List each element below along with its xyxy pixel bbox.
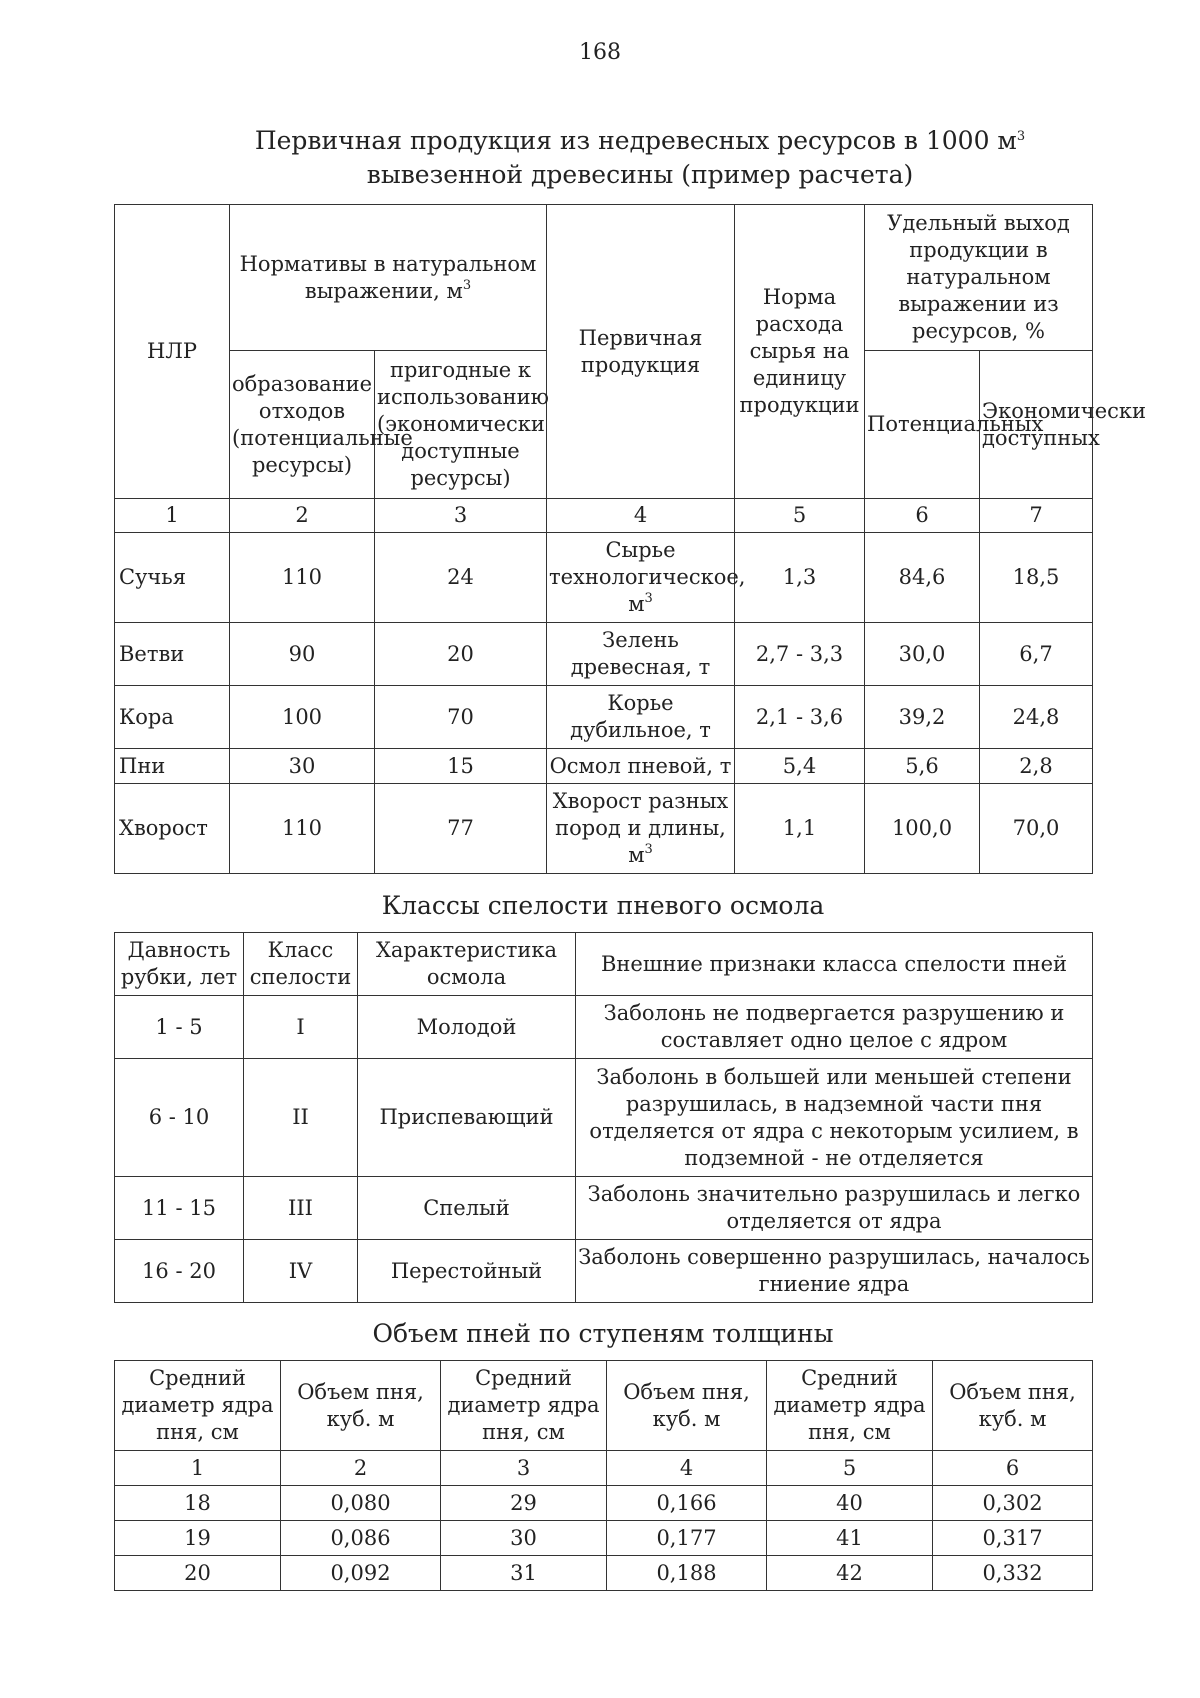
- table-row: [115, 1240, 1093, 1303]
- cell-product-text: Хворост разных пород и длины, м: [552, 789, 729, 867]
- cell-class: IV: [244, 1240, 358, 1303]
- cell-nlr: Пни: [115, 749, 230, 784]
- column-numbers-row: [115, 1451, 1093, 1486]
- column-number: 2: [281, 1451, 441, 1486]
- cell-waste: 110: [230, 533, 375, 623]
- cell-volume: 0,188: [607, 1556, 767, 1591]
- cell-economic: 6,7: [980, 623, 1093, 686]
- header-nlr: НЛР: [115, 205, 230, 499]
- table-row: [115, 1521, 1093, 1556]
- cell-potential: 5,6: [865, 749, 980, 784]
- cell-usable: 15: [375, 749, 547, 784]
- cell-diameter: 40: [767, 1486, 933, 1521]
- cell-usable: 24: [375, 533, 547, 623]
- cell-economic: 18,5: [980, 533, 1093, 623]
- column-number: 5: [767, 1451, 933, 1486]
- cell-class: II: [244, 1059, 358, 1177]
- cell-waste: 110: [230, 784, 375, 874]
- header-primary-product: Первичная продукция: [547, 205, 735, 499]
- cell-product: Зелень древесная, т: [547, 623, 735, 686]
- table1-title: [200, 124, 1080, 192]
- table-row: [115, 1556, 1093, 1591]
- cell-waste: 30: [230, 749, 375, 784]
- header-volume: Объем пня, куб. м: [933, 1361, 1093, 1451]
- header-age: Давность рубки, лет: [115, 933, 244, 996]
- cell-potential: 100,0: [865, 784, 980, 874]
- cell-age: 1 - 5: [115, 996, 244, 1059]
- cell-characteristic: Спелый: [358, 1177, 576, 1240]
- table-row: [115, 1059, 1093, 1177]
- cell-economic: 24,8: [980, 686, 1093, 749]
- column-number: 4: [607, 1451, 767, 1486]
- table1-title-text: Первичная продукция из недревесных ресурсов в 1000 м: [254, 126, 1017, 155]
- cell-potential: 84,6: [865, 533, 980, 623]
- table-row: [115, 996, 1093, 1059]
- cell-diameter: 31: [441, 1556, 607, 1591]
- cell-diameter: 30: [441, 1521, 607, 1556]
- ripeness-classes-table: [114, 932, 1093, 1303]
- column-number: 7: [980, 499, 1093, 533]
- header-economic: Экономически доступных: [980, 351, 1093, 499]
- cell-norm: 1,3: [735, 533, 865, 623]
- table1-title-rest: вывезенной древесины (пример расчета): [366, 160, 914, 189]
- header-characteristic: Характеристика осмола: [358, 933, 576, 996]
- header-volume: Объем пня, куб. м: [607, 1361, 767, 1451]
- cell-usable: 20: [375, 623, 547, 686]
- cell-age: 11 - 15: [115, 1177, 244, 1240]
- cell-norm: 5,4: [735, 749, 865, 784]
- header-potential: Потенциальных: [865, 351, 980, 499]
- cell-signs: Заболонь не подвергается разрушению и составляет одно целое с ядром: [576, 996, 1093, 1059]
- column-number: 1: [115, 499, 230, 533]
- cell-diameter: 18: [115, 1486, 281, 1521]
- cell-age: 6 - 10: [115, 1059, 244, 1177]
- table3-title: Объем пней по ступеням толщины: [372, 1319, 834, 1348]
- primary-products-table: [114, 204, 1147, 874]
- table-row: [115, 686, 1093, 749]
- header-normatives: [230, 205, 547, 351]
- cell-potential: 39,2: [865, 686, 980, 749]
- table1-title-superscript: 3: [1016, 129, 1026, 144]
- cell-diameter: 29: [441, 1486, 607, 1521]
- cell-diameter: 42: [767, 1556, 933, 1591]
- cell-volume: 0,332: [933, 1556, 1093, 1591]
- cell-usable: 77: [375, 784, 547, 874]
- cell-economic: 70,0: [980, 784, 1093, 874]
- cell-signs: Заболонь значительно разрушилась и легко отделяется от ядра: [576, 1177, 1093, 1240]
- cell-diameter: 20: [115, 1556, 281, 1591]
- cell-nlr: Сучья: [115, 533, 230, 623]
- header-class: Класс спелости: [244, 933, 358, 996]
- cell-volume: 0,302: [933, 1486, 1093, 1521]
- cell-class: III: [244, 1177, 358, 1240]
- cell-volume: 0,317: [933, 1521, 1093, 1556]
- header-yield: Удельный выход продукции в натуральном выражении из ресурсов, %: [865, 205, 1093, 351]
- header-normatives-text: Нормативы в натуральном выражении, м: [239, 251, 537, 303]
- cell-volume: 0,086: [281, 1521, 441, 1556]
- header-normatives-superscript: 3: [462, 277, 472, 293]
- cell-norm: 1,1: [735, 784, 865, 874]
- cell-characteristic: Перестойный: [358, 1240, 576, 1303]
- header-waste: образование отходов (потенциальные ресурсы): [230, 351, 375, 499]
- table-row: [115, 1177, 1093, 1240]
- column-number: 3: [375, 499, 547, 533]
- cell-waste: 90: [230, 623, 375, 686]
- cell-nlr: Кора: [115, 686, 230, 749]
- column-number: 5: [735, 499, 865, 533]
- column-number: 2: [230, 499, 375, 533]
- cell-nlr: Ветви: [115, 623, 230, 686]
- cell-volume: 0,092: [281, 1556, 441, 1591]
- cell-volume: 0,166: [607, 1486, 767, 1521]
- table-row: [115, 533, 1093, 623]
- header-diameter: Средний диаметр ядра пня, см: [441, 1361, 607, 1451]
- cell-product-superscript: 3: [644, 842, 653, 857]
- column-number: 6: [865, 499, 980, 533]
- table-row: [115, 784, 1093, 874]
- header-diameter: Средний диаметр ядра пня, см: [115, 1361, 281, 1451]
- cell-characteristic: Молодой: [358, 996, 576, 1059]
- header-volume: Объем пня, куб. м: [281, 1361, 441, 1451]
- stump-volume-table: [114, 1360, 1093, 1591]
- cell-diameter: 19: [115, 1521, 281, 1556]
- cell-product-text: Сырье технологическое, м: [549, 538, 746, 616]
- table-row: [115, 1486, 1093, 1521]
- table-row: [115, 623, 1093, 686]
- table2-title: Классы спелости пневого осмола: [381, 891, 825, 920]
- cell-signs: Заболонь совершенно разрушилась, началось гниение ядра: [576, 1240, 1093, 1303]
- header-usable: пригодные к использованию (экономически доступные ресурсы): [375, 351, 547, 499]
- cell-signs: Заболонь в большей или меньшей степени разрушилась, в надземной части пня отделяется от ядра с некоторым усилием, в подземной - не отделяется: [576, 1059, 1093, 1177]
- cell-class: I: [244, 996, 358, 1059]
- table-row: [115, 749, 1093, 784]
- header-signs: Внешние признаки класса спелости пней: [576, 933, 1093, 996]
- cell-product: Осмол пневой, т: [547, 749, 735, 784]
- cell-diameter: 41: [767, 1521, 933, 1556]
- cell-volume: 0,177: [607, 1521, 767, 1556]
- cell-potential: 30,0: [865, 623, 980, 686]
- cell-volume: 0,080: [281, 1486, 441, 1521]
- cell-norm: 2,1 - 3,6: [735, 686, 865, 749]
- header-norm: Норма расхода сырья на единицу продукции: [735, 205, 865, 499]
- column-number: 3: [441, 1451, 607, 1486]
- cell-product-superscript: 3: [644, 591, 653, 606]
- cell-nlr: Хворост: [115, 784, 230, 874]
- cell-economic: 2,8: [980, 749, 1093, 784]
- cell-norm: 2,7 - 3,3: [735, 623, 865, 686]
- cell-waste: 100: [230, 686, 375, 749]
- column-number: 6: [933, 1451, 1093, 1486]
- column-number: 4: [547, 499, 735, 533]
- column-number: 1: [115, 1451, 281, 1486]
- cell-product: [547, 533, 746, 623]
- column-numbers-row: [115, 499, 1093, 533]
- header-diameter: Средний диаметр ядра пня, см: [767, 1361, 933, 1451]
- cell-age: 16 - 20: [115, 1240, 244, 1303]
- cell-characteristic: Приспевающий: [358, 1059, 576, 1177]
- page-number: 168: [579, 40, 621, 65]
- cell-usable: 70: [375, 686, 547, 749]
- cell-product: [547, 784, 735, 874]
- cell-product: Корье дубильное, т: [547, 686, 735, 749]
